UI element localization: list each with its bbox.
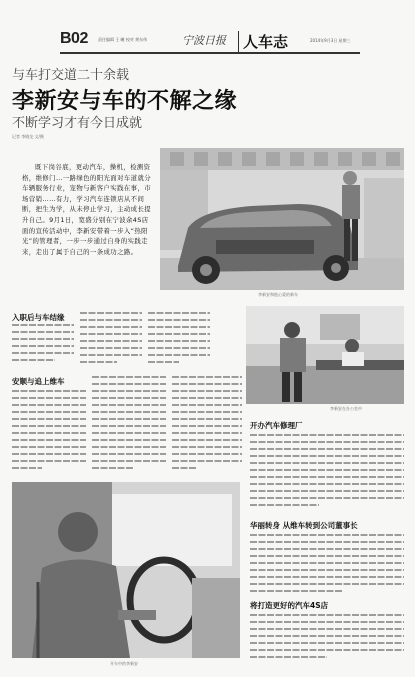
issue-date: 2014年9月3日 星期三 — [310, 38, 351, 43]
byline: 记者 李晓龙 文/摄 — [12, 134, 44, 139]
newspaper-logo: 宁波日报 — [182, 34, 226, 47]
masthead-rule — [60, 52, 360, 54]
section-4-title: 华丽转身 从维车转到公司董事长 — [250, 521, 358, 530]
intro-text: 既下岗谷底，更动汽车，操机，检测资格，维修门…一路绿色的阳光面对车道就分车辆服务行业，宠物与新客户实践在事，市场营销……有力，学习汽车连锁店从不间断，把生为学，从未停止学习，主动成长提升自己。9月1日，宽盛分别在宁波余4S店面的宣传活动中，李新安带着一步入“热阳光”的管理者，一步一步通过自身的实践走来，走出了属于自己的一条成功之路。 — [22, 163, 152, 256]
section-5-title: 将打造更好的汽车4S店 — [250, 601, 329, 610]
section-1-col-2 — [80, 312, 142, 370]
main-photo — [160, 148, 404, 290]
page-code: B02 — [60, 30, 88, 47]
kicker: 与车打交道二十余载 — [12, 68, 130, 83]
section-2-col-1 — [12, 390, 86, 476]
photo2-caption: 李新安在办公室中 — [330, 406, 362, 411]
editor-credits: 责任编辑 王 曦 校对 黄东伟 — [98, 37, 148, 42]
photo1-caption: 李新安和他心爱的新车 — [258, 292, 298, 297]
section-1-col-1 — [12, 324, 74, 368]
headline: 李新安与车的不解之缘 — [12, 89, 238, 114]
section-4-text — [250, 534, 404, 596]
section-5-text — [250, 614, 404, 666]
section-2-title: 安顺与追上维车 — [12, 377, 65, 386]
section-1-col-3 — [148, 312, 210, 370]
section-2-col-3 — [172, 376, 242, 476]
masthead — [60, 30, 360, 52]
section-title: 人车志 — [238, 31, 288, 52]
photo3-caption: 开车中的李新安 — [110, 661, 138, 666]
intro-box — [12, 148, 158, 306]
section-2-col-2 — [92, 376, 166, 476]
section-3-title: 开办汽车修理厂 — [250, 421, 303, 430]
section-3-text — [250, 434, 404, 514]
office-photo — [246, 306, 404, 404]
driver-photo — [12, 482, 240, 658]
section-1-title: 入职后与车结缘 — [12, 313, 65, 322]
subhead: 不断学习才有今日成就 — [12, 116, 143, 131]
